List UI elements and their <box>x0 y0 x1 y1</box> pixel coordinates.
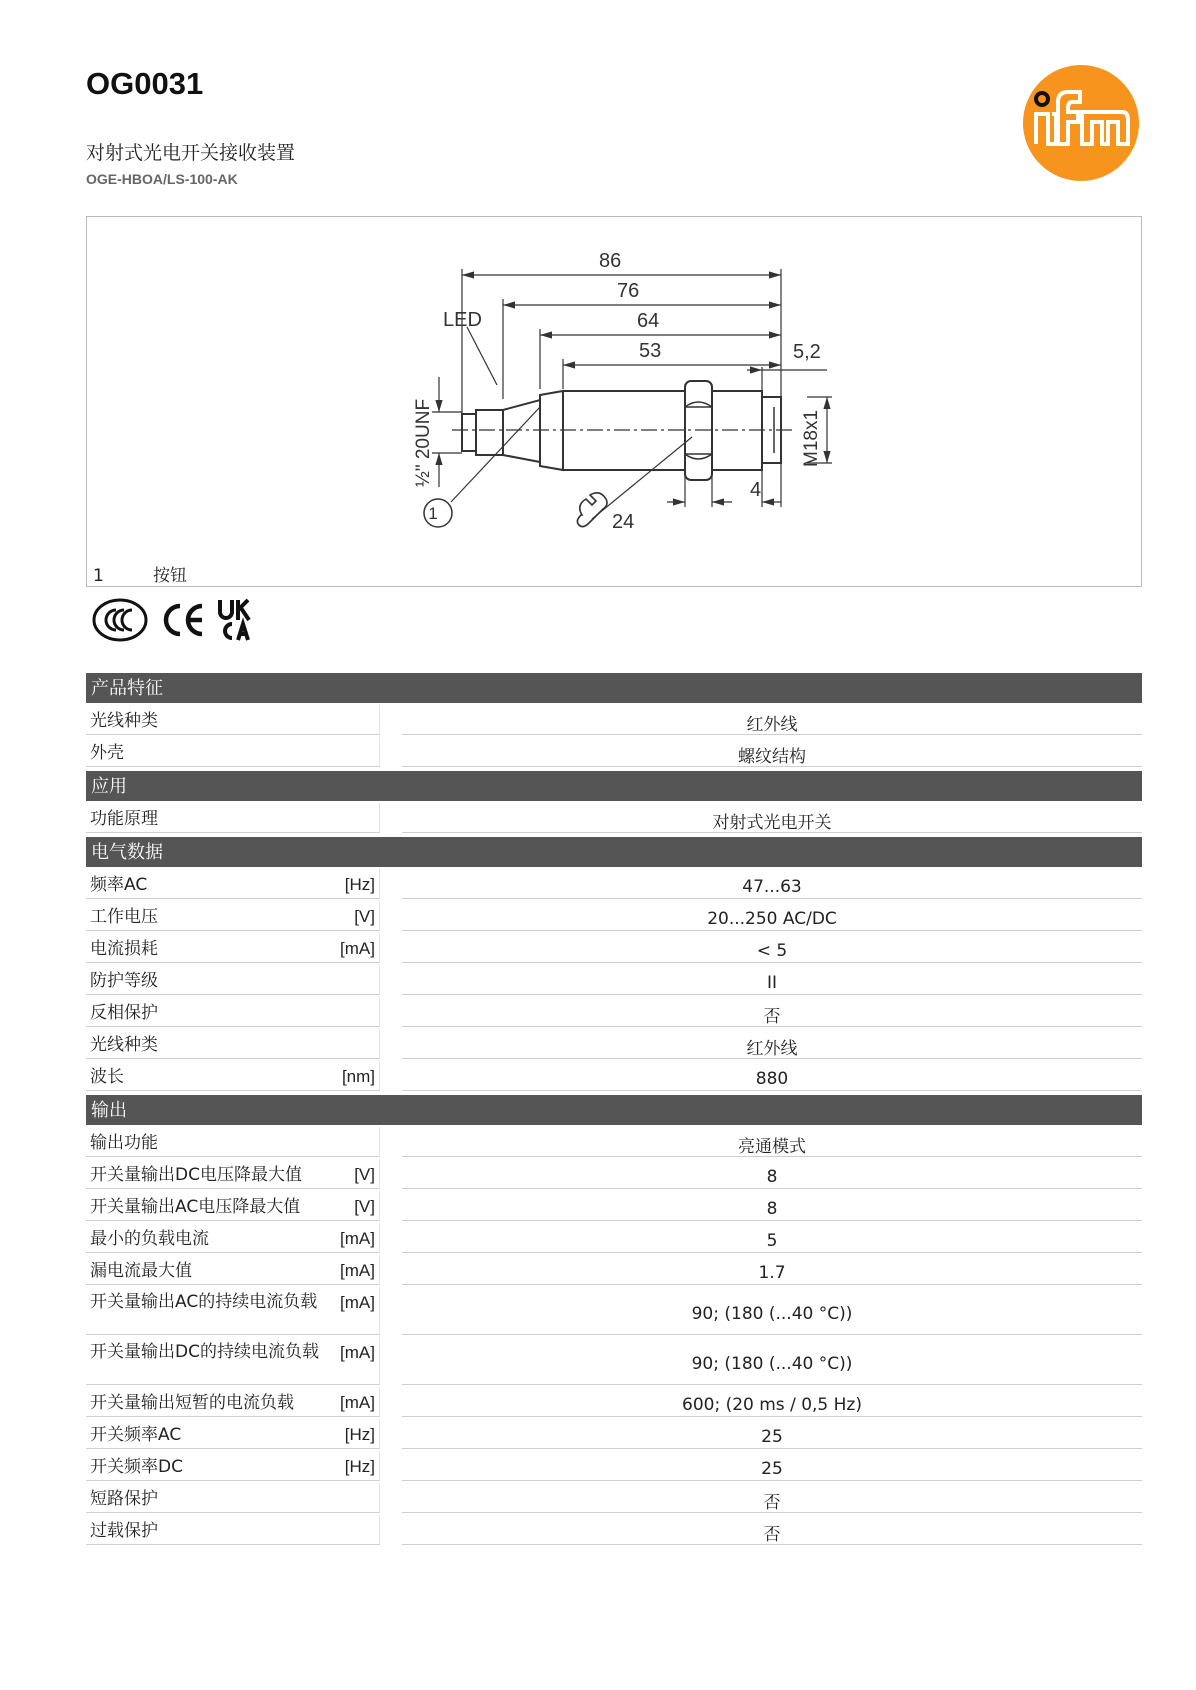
table-row <box>86 869 1142 899</box>
row-label: 过载保护 <box>90 1521 158 1541</box>
table-row <box>86 1451 1142 1481</box>
row-value: 5 <box>402 1223 1142 1253</box>
row-unit: [mA] <box>340 1293 375 1312</box>
row-unit: [nm] <box>341 1067 375 1086</box>
table-row <box>86 1387 1142 1417</box>
row-label-cell <box>86 1451 380 1481</box>
table-row <box>86 1287 1142 1335</box>
table-row <box>86 705 1142 735</box>
row-label-cell <box>86 1029 380 1059</box>
callout-number: 1 <box>428 504 438 523</box>
ce-mark-icon <box>166 606 202 634</box>
model-code: OGE-HBOA/LS-100-AK <box>86 171 238 187</box>
table-row <box>86 997 1142 1027</box>
row-unit: [mA] <box>340 1343 375 1362</box>
section-header: 产品特征 <box>86 673 1142 703</box>
row-unit: [V] <box>354 1197 375 1216</box>
row-value: 否 <box>402 1483 1142 1513</box>
row-label: 开关量输出AC电压降最大值 <box>90 1197 301 1217</box>
row-unit: [mA] <box>340 1393 375 1412</box>
spec-table <box>86 673 1142 1545</box>
row-value: 25 <box>402 1419 1142 1449</box>
ifm-logo <box>1022 64 1140 182</box>
row-label-cell <box>86 737 380 767</box>
table-row <box>86 1127 1142 1157</box>
row-label: 开关频率DC <box>90 1457 183 1477</box>
page-title: OG0031 <box>86 66 204 101</box>
table-row <box>86 737 1142 767</box>
row-value: 红外线 <box>402 705 1142 735</box>
row-label: 输出功能 <box>90 1133 158 1153</box>
table-row <box>86 1191 1142 1221</box>
row-label-cell <box>86 933 380 963</box>
ccc-mark-icon <box>94 600 146 640</box>
row-value: 600; (20 ms / 0,5 Hz) <box>402 1387 1142 1417</box>
row-unit: [Hz] <box>344 875 375 894</box>
row-label-cell <box>86 1223 380 1253</box>
row-label: 工作电压 <box>90 907 158 927</box>
row-label-cell <box>86 901 380 931</box>
legend-number: 1 <box>93 566 104 586</box>
row-label: 开关量输出短暂的电流负载 <box>90 1393 294 1413</box>
dimension-drawing-frame <box>86 216 1142 587</box>
table-row <box>86 1159 1142 1189</box>
row-label: 功能原理 <box>90 809 158 829</box>
table-row <box>86 901 1142 931</box>
dim-wrench-24: 24 <box>612 511 635 533</box>
row-label-cell <box>86 1337 380 1385</box>
row-unit: [Hz] <box>344 1425 375 1444</box>
row-value: 47...63 <box>402 869 1142 899</box>
dim-64: 64 <box>637 310 660 332</box>
table-row <box>86 1337 1142 1385</box>
row-value: 8 <box>402 1159 1142 1189</box>
led-label: LED <box>443 309 482 331</box>
row-unit: [mA] <box>340 1261 375 1280</box>
legend-text: 按钮 <box>153 566 187 586</box>
dim-53: 53 <box>639 340 662 362</box>
row-label-cell <box>86 997 380 1027</box>
row-label: 开关量输出AC的持续电流负载 <box>90 1292 318 1312</box>
row-label: 波长 <box>90 1067 124 1087</box>
row-value: 否 <box>402 1515 1142 1545</box>
table-row <box>86 1255 1142 1285</box>
row-value: 1.7 <box>402 1255 1142 1285</box>
drawing-legend <box>93 561 187 586</box>
row-label: 开关频率AC <box>90 1425 182 1445</box>
table-row <box>86 933 1142 963</box>
table-row <box>86 1061 1142 1091</box>
table-row <box>86 1419 1142 1449</box>
table-row <box>86 1483 1142 1513</box>
row-label: 光线种类 <box>90 711 158 731</box>
row-unit: [mA] <box>340 1229 375 1248</box>
row-value: II <box>402 965 1142 995</box>
row-label-cell <box>86 1159 380 1189</box>
row-value: 否 <box>402 997 1142 1027</box>
row-value: 90; (180 (...40 °C)) <box>402 1287 1142 1335</box>
row-label: 漏电流最大值 <box>90 1261 192 1281</box>
row-value: 螺纹结构 <box>402 737 1142 767</box>
row-label: 开关量输出DC电压降最大值 <box>90 1165 302 1185</box>
row-value: 红外线 <box>402 1029 1142 1059</box>
row-value: 8 <box>402 1191 1142 1221</box>
wrench-icon <box>577 493 607 527</box>
row-unit: [V] <box>354 907 375 926</box>
row-value: 25 <box>402 1451 1142 1481</box>
dimension-drawing <box>87 217 1143 588</box>
row-label: 光线种类 <box>90 1035 158 1055</box>
row-label-cell <box>86 1387 380 1417</box>
row-label-cell <box>86 1287 380 1335</box>
row-label: 电流损耗 <box>90 939 158 959</box>
row-label-cell <box>86 705 380 735</box>
row-label-cell <box>86 965 380 995</box>
dim-5-2: 5,2 <box>793 341 821 363</box>
row-value: 90; (180 (...40 °C)) <box>402 1337 1142 1385</box>
section-header: 应用 <box>86 771 1142 801</box>
thread-right-label: M18x1 <box>801 409 822 467</box>
thread-left-label: ½" 20UNF <box>413 398 434 487</box>
ukca-mark-icon <box>220 600 249 640</box>
row-value: 亮通模式 <box>402 1127 1142 1157</box>
row-label: 外壳 <box>90 743 124 763</box>
row-label: 反相保护 <box>90 1003 158 1023</box>
row-label-cell <box>86 869 380 899</box>
dim-4: 4 <box>750 479 762 501</box>
row-label-cell <box>86 1515 380 1545</box>
table-row <box>86 965 1142 995</box>
row-value: 880 <box>402 1061 1142 1091</box>
row-label-cell <box>86 1419 380 1449</box>
table-row <box>86 1515 1142 1545</box>
row-unit: [Hz] <box>344 1457 375 1476</box>
row-label-cell <box>86 1483 380 1513</box>
dim-76: 76 <box>617 280 640 302</box>
row-label-cell <box>86 1191 380 1221</box>
row-label: 短路保护 <box>90 1489 158 1509</box>
row-label: 防护等级 <box>90 971 158 991</box>
row-value: 对射式光电开关 <box>402 803 1142 833</box>
row-label: 频率AC <box>90 875 148 895</box>
row-label: 开关量输出DC的持续电流负载 <box>90 1342 319 1362</box>
section-header: 输出 <box>86 1095 1142 1125</box>
row-label-cell <box>86 1127 380 1157</box>
row-unit: [V] <box>354 1165 375 1184</box>
table-row <box>86 1029 1142 1059</box>
table-row <box>86 803 1142 833</box>
row-unit: [mA] <box>340 939 375 958</box>
row-value: 20...250 AC/DC <box>402 901 1142 931</box>
table-row <box>86 1223 1142 1253</box>
row-label-cell <box>86 1061 380 1091</box>
certification-marks <box>92 596 262 644</box>
product-description: 对射式光电开关接收装置 <box>86 142 296 164</box>
dim-86: 86 <box>599 250 622 272</box>
section-header: 电气数据 <box>86 837 1142 867</box>
row-label-cell <box>86 1255 380 1285</box>
row-label-cell <box>86 803 380 833</box>
row-label: 最小的负载电流 <box>90 1229 209 1249</box>
row-value: < 5 <box>402 933 1142 963</box>
